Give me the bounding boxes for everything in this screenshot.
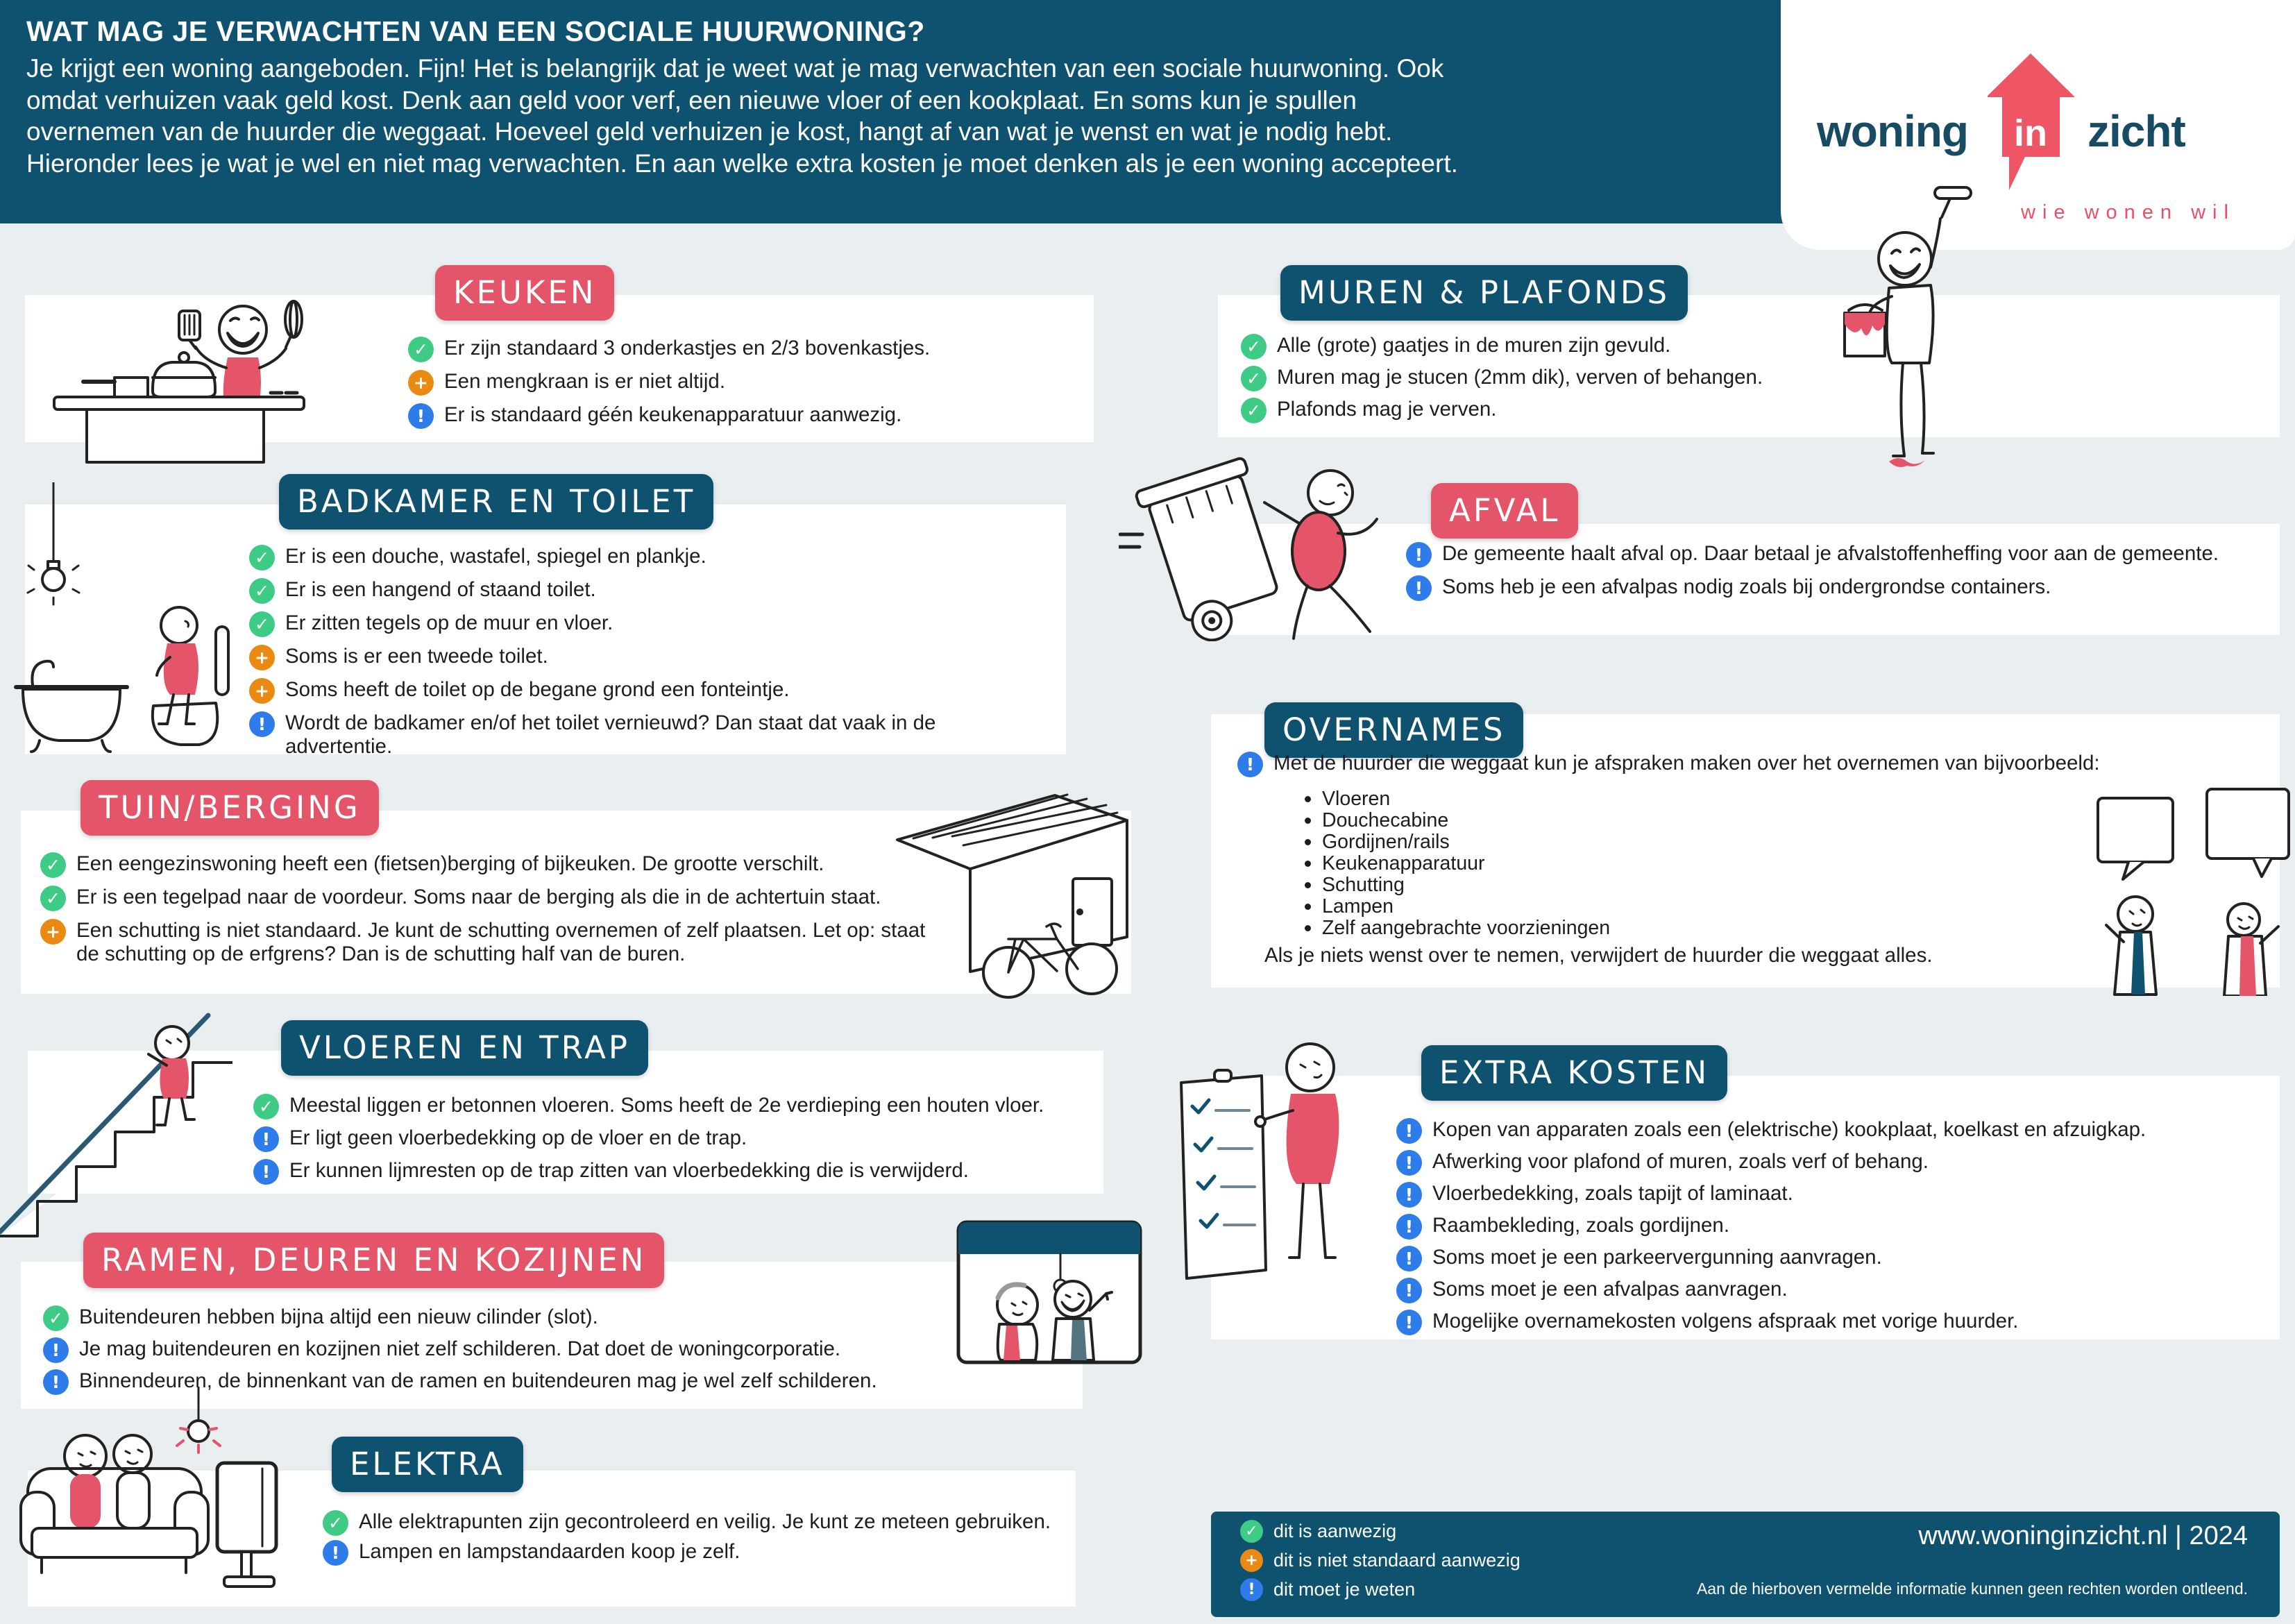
item-text: Alle elektrapunten zijn gecontroleerd en veilig. Je kunt ze meteen gebruiken. <box>359 1510 1051 1533</box>
badkamer-items <box>249 545 1044 759</box>
bullet-item <box>1305 831 1610 853</box>
item-text: Er is een hangend of staand toilet. <box>285 578 596 601</box>
logo-tagline: wie wonen wil <box>2021 201 2235 223</box>
logo-house-icon <box>1988 51 2082 200</box>
info-icon: ! <box>1396 1118 1422 1144</box>
item-text: Er kunnen lijmresten op de trap zitten van vloerbedekking die is verwijderd. <box>289 1159 969 1182</box>
item-text: Een mengkraan is er niet altijd. <box>444 370 726 393</box>
list-item <box>43 1337 1008 1363</box>
overnames-closing-text: Als je niets wenst over te nemen, verwijdert de huurder die weggaat alles. <box>1264 944 1933 967</box>
item-text: Soms is er een tweede toilet. <box>285 645 548 668</box>
list-item <box>1396 1246 2281 1271</box>
list-item <box>1396 1118 2281 1144</box>
talking-people-illustration <box>2092 788 2295 996</box>
bullet-text: Vloeren <box>1322 788 1391 810</box>
info-icon: ! <box>43 1369 69 1395</box>
legend-item <box>1240 1549 1521 1572</box>
item-text: Kopen van apparaten zoals een (elektrische) kookplaat, koelkast en afzuigkap. <box>1432 1118 2146 1141</box>
list-item <box>40 919 935 966</box>
bullet-item <box>1305 788 1610 810</box>
list-item <box>249 645 1044 670</box>
footer-band <box>1211 1512 2280 1617</box>
check-icon: ✓ <box>249 545 275 570</box>
logo-word-woning: woning <box>1817 106 1968 156</box>
intro-paragraph <box>26 53 1458 179</box>
item-text: Muren mag je stucen (2mm dik), verven of behangen. <box>1277 366 1763 389</box>
item-text: Soms moet je een parkeervergunning aanvragen. <box>1432 1246 1882 1269</box>
list-item <box>253 1159 1107 1185</box>
section-header-tuin: TUIN/BERGING <box>81 780 379 836</box>
couch-tv-people-illustration <box>19 1387 280 1623</box>
item-text: Een eengezinswoning heeft een (fietsen)berging of bijkeuken. De grootte verschilt. <box>76 852 824 875</box>
disclaimer-text: Aan de hierboven vermelde informatie kunnen geen rechten worden ontleend. <box>1696 1580 2248 1598</box>
list-item <box>323 1510 1086 1536</box>
check-icon: ✓ <box>408 337 434 362</box>
list-item <box>408 370 1074 396</box>
afval-items <box>1406 542 2277 601</box>
list-item <box>249 545 1044 570</box>
bullet-dot <box>1305 861 1311 867</box>
info-icon: ! <box>253 1159 279 1185</box>
item-text: Alle (grote) gaatjes in de muren zijn gevuld. <box>1277 334 1671 357</box>
item-text: Raambekleding, zoals gordijnen. <box>1432 1214 1730 1237</box>
legend-item <box>1240 1578 1521 1601</box>
intro-line: overnemen van de huurder die weggaat. Hoeveel geld verhuizen je kost, hangt af van wat je wenst en wat je nodig hebt. <box>26 117 1393 146</box>
garden-shed-bicycle-illustration <box>894 790 1130 1001</box>
list-item <box>1237 752 2251 777</box>
list-item <box>408 403 1074 429</box>
bullet-text: Schutting <box>1322 874 1405 896</box>
bullet-dot <box>1305 904 1311 910</box>
intro-line: Hieronder lees je wat je wel en niet mag verwachten. En aan welke extra kosten je moet denken als je een woning accepteert. <box>26 149 1458 178</box>
list-item <box>1396 1182 2281 1208</box>
bullet-dot <box>1305 818 1311 824</box>
section-header-elektra: ELEKTRA <box>332 1437 523 1492</box>
list-item <box>1406 575 2277 601</box>
list-item <box>323 1540 1086 1566</box>
item-text: Er ligt geen vloerbedekking op de vloer en de trap. <box>289 1126 747 1149</box>
check-icon: ✓ <box>1240 1520 1263 1543</box>
check-icon: ✓ <box>1241 398 1267 423</box>
info-icon: ! <box>1396 1182 1422 1208</box>
keuken-items <box>408 337 1074 429</box>
section-header-extra-kosten: EXTRA KOSTEN <box>1421 1045 1727 1101</box>
list-item <box>1396 1278 2281 1303</box>
info-icon: ! <box>1396 1246 1422 1271</box>
section-header-afval: AFVAL <box>1431 483 1578 539</box>
page-title: WAT MAG JE VERWACHTEN VAN EEN SOCIALE HUURWONING? <box>26 15 925 47</box>
muren-items <box>1241 334 2143 423</box>
item-text: Wordt de badkamer en/of het toilet vernieuwd? Dan staat dat vaak in de advertentie. <box>285 711 936 758</box>
item-text: Soms heeft de toilet op de begane grond een fonteintje. <box>285 678 790 701</box>
info-icon: ! <box>43 1337 69 1363</box>
item-text: Met de huurder die weggaat kun je afspraken maken over het overnemen van bijvoorbeeld: <box>1273 752 2100 775</box>
list-item <box>253 1094 1107 1119</box>
legend <box>1240 1520 1521 1601</box>
item-text: De gemeente haalt afval op. Daar betaal je afvalstoffenheffing voor aan de gemeente. <box>1442 542 2219 565</box>
list-item <box>1396 1214 2281 1240</box>
item-text: Meestal liggen er betonnen vloeren. Soms heeft de 2e verdieping een houten vloer. <box>289 1094 1044 1117</box>
painter-illustration <box>1825 184 1992 468</box>
bullet-text: Douchecabine <box>1322 809 1449 831</box>
list-item <box>40 852 935 878</box>
cooking-person-illustration <box>49 291 316 465</box>
vloeren-items <box>253 1094 1107 1185</box>
check-icon: ✓ <box>40 852 66 878</box>
check-icon: ✓ <box>43 1305 69 1331</box>
list-item <box>1241 366 2143 391</box>
check-icon: ✓ <box>249 611 275 637</box>
item-text: Soms moet je een afvalpas aanvragen. <box>1432 1278 1788 1301</box>
section-header-ramen: RAMEN, DEUREN EN KOZIJNEN <box>83 1233 664 1288</box>
item-text: Plafonds mag je verven. <box>1277 398 1497 421</box>
bullet-text: Gordijnen/rails <box>1322 831 1450 853</box>
list-item <box>249 578 1044 604</box>
intro-line: omdat verhuizen vaak geld kost. Denk aan geld voor verf, een nieuwe vloer of een kookplaat. En soms kun je spullen <box>26 85 1357 115</box>
item-text: Buitendeuren hebben bijna altijd een nieuw cilinder (slot). <box>79 1305 598 1328</box>
list-item <box>249 678 1044 704</box>
item-text: Er is een douche, wastafel, spiegel en plankje. <box>285 545 706 568</box>
extra-kosten-items <box>1396 1118 2281 1335</box>
tuin-items <box>40 852 935 966</box>
item-text: Mogelijke overnamekosten volgens afspraak met vorige huurder. <box>1432 1310 2019 1333</box>
item-text: Binnendeuren, de binnenkant van de ramen en buitendeuren mag je wel zelf schilderen. <box>79 1369 877 1392</box>
info-icon: ! <box>1396 1150 1422 1176</box>
bullet-dot <box>1305 839 1311 845</box>
list-item <box>1396 1150 2281 1176</box>
plus-icon: + <box>1240 1549 1263 1572</box>
section-header-badkamer: BADKAMER EN TOILET <box>279 474 713 530</box>
check-icon: ✓ <box>1241 366 1267 391</box>
list-item <box>1241 334 2143 360</box>
elektra-items <box>323 1510 1086 1566</box>
bullet-item <box>1305 896 1610 917</box>
item-text: Je mag buitendeuren en kozijnen niet zelf schilderen. Dat doet de woningcorporatie. <box>79 1337 841 1360</box>
legend-label: dit moet je weten <box>1273 1579 1416 1600</box>
item-text: Er is standaard géén keukenapparatuur aanwezig. <box>444 403 902 426</box>
legend-label: dit is aanwezig <box>1273 1521 1397 1541</box>
info-icon: ! <box>1406 542 1432 568</box>
ramen-items <box>43 1305 1008 1395</box>
item-text: Een schutting is niet standaard. Je kunt de schutting overnemen of zelf plaatsen. Let op: staat de schutting op de erfgrens? Dan is de schutting half van de buren. <box>76 919 926 965</box>
info-icon: ! <box>1406 575 1432 601</box>
list-item <box>1396 1310 2281 1335</box>
list-item <box>249 611 1044 637</box>
svg-text:in: in <box>2014 112 2047 154</box>
overnames-items <box>1237 752 2251 777</box>
bullet-item <box>1305 874 1610 896</box>
bullet-item <box>1305 917 1610 939</box>
bathroom-illustration <box>10 482 250 763</box>
bullet-dot <box>1305 796 1311 802</box>
bullet-text: Keukenapparatuur <box>1322 852 1485 874</box>
list-item <box>249 711 1044 759</box>
item-text: Er zijn standaard 3 onderkastjes en 2/3 bovenkastjes. <box>444 337 931 360</box>
item-text: Vloerbedekking, zoals tapijt of laminaat. <box>1432 1182 1793 1205</box>
website-url: www.woninginzicht.nl | 2024 <box>1918 1521 2248 1550</box>
section-header-overnames: OVERNAMES <box>1264 702 1523 758</box>
list-item <box>43 1305 1008 1331</box>
section-header-muren: MUREN & PLAFONDS <box>1280 265 1688 321</box>
list-item <box>408 337 1074 362</box>
intro-line: Je krijgt een woning aangeboden. Fijn! Het is belangrijk dat je weet wat je mag verwachten van een sociale huurwoning. Ook <box>26 54 1444 83</box>
check-icon: ✓ <box>40 886 66 911</box>
info-icon: ! <box>1396 1310 1422 1335</box>
info-icon: ! <box>1396 1214 1422 1240</box>
info-icon: ! <box>253 1126 279 1152</box>
trash-bin-person-illustration <box>1119 452 1396 641</box>
window-people-illustration <box>956 1220 1142 1366</box>
info-icon: ! <box>1240 1578 1263 1601</box>
bullet-item <box>1305 810 1610 831</box>
stairs-person-illustration <box>0 996 232 1253</box>
list-item <box>1241 398 2143 423</box>
list-item <box>1406 542 2277 568</box>
plus-icon: + <box>249 645 275 670</box>
item-text: Er zitten tegels op de muur en vloer. <box>285 611 613 634</box>
bullet-dot <box>1305 925 1311 931</box>
item-text: Soms heb je een afvalpas nodig zoals bij ondergrondse containers. <box>1442 575 2051 598</box>
check-icon: ✓ <box>1241 334 1267 360</box>
list-item <box>253 1126 1107 1152</box>
info-icon: ! <box>1237 752 1263 777</box>
section-header-vloeren: VLOEREN EN TRAP <box>281 1020 648 1076</box>
item-text: Er is een tegelpad naar de voordeur. Soms naar de berging als die in de achtertuin staat. <box>76 886 881 908</box>
plus-icon: + <box>408 370 434 396</box>
checklist-person-illustration <box>1171 1026 1373 1335</box>
info-icon: ! <box>323 1540 348 1566</box>
logo-word-zicht: zicht <box>2087 106 2185 156</box>
bullet-item <box>1305 853 1610 874</box>
check-icon: ✓ <box>249 578 275 604</box>
check-icon: ✓ <box>323 1510 348 1536</box>
list-item <box>40 886 935 911</box>
plus-icon: + <box>249 678 275 704</box>
check-icon: ✓ <box>253 1094 279 1119</box>
info-icon: ! <box>249 711 275 737</box>
bullet-dot <box>1305 882 1311 888</box>
item-text: Afwerking voor plafond of muren, zoals verf of behang. <box>1432 1150 1929 1173</box>
section-header-keuken: KEUKEN <box>435 265 614 321</box>
bullet-text: Lampen <box>1322 895 1394 917</box>
info-icon: ! <box>1396 1278 1422 1303</box>
info-icon: ! <box>408 403 434 429</box>
item-text: Lampen en lampstandaarden koop je zelf. <box>359 1540 740 1563</box>
legend-label: dit is niet standaard aanwezig <box>1273 1550 1521 1571</box>
bullet-text: Zelf aangebrachte voorzieningen <box>1322 917 1611 939</box>
overnames-bullet-list <box>1305 788 1610 939</box>
legend-item <box>1240 1520 1521 1543</box>
plus-icon: + <box>40 919 66 945</box>
